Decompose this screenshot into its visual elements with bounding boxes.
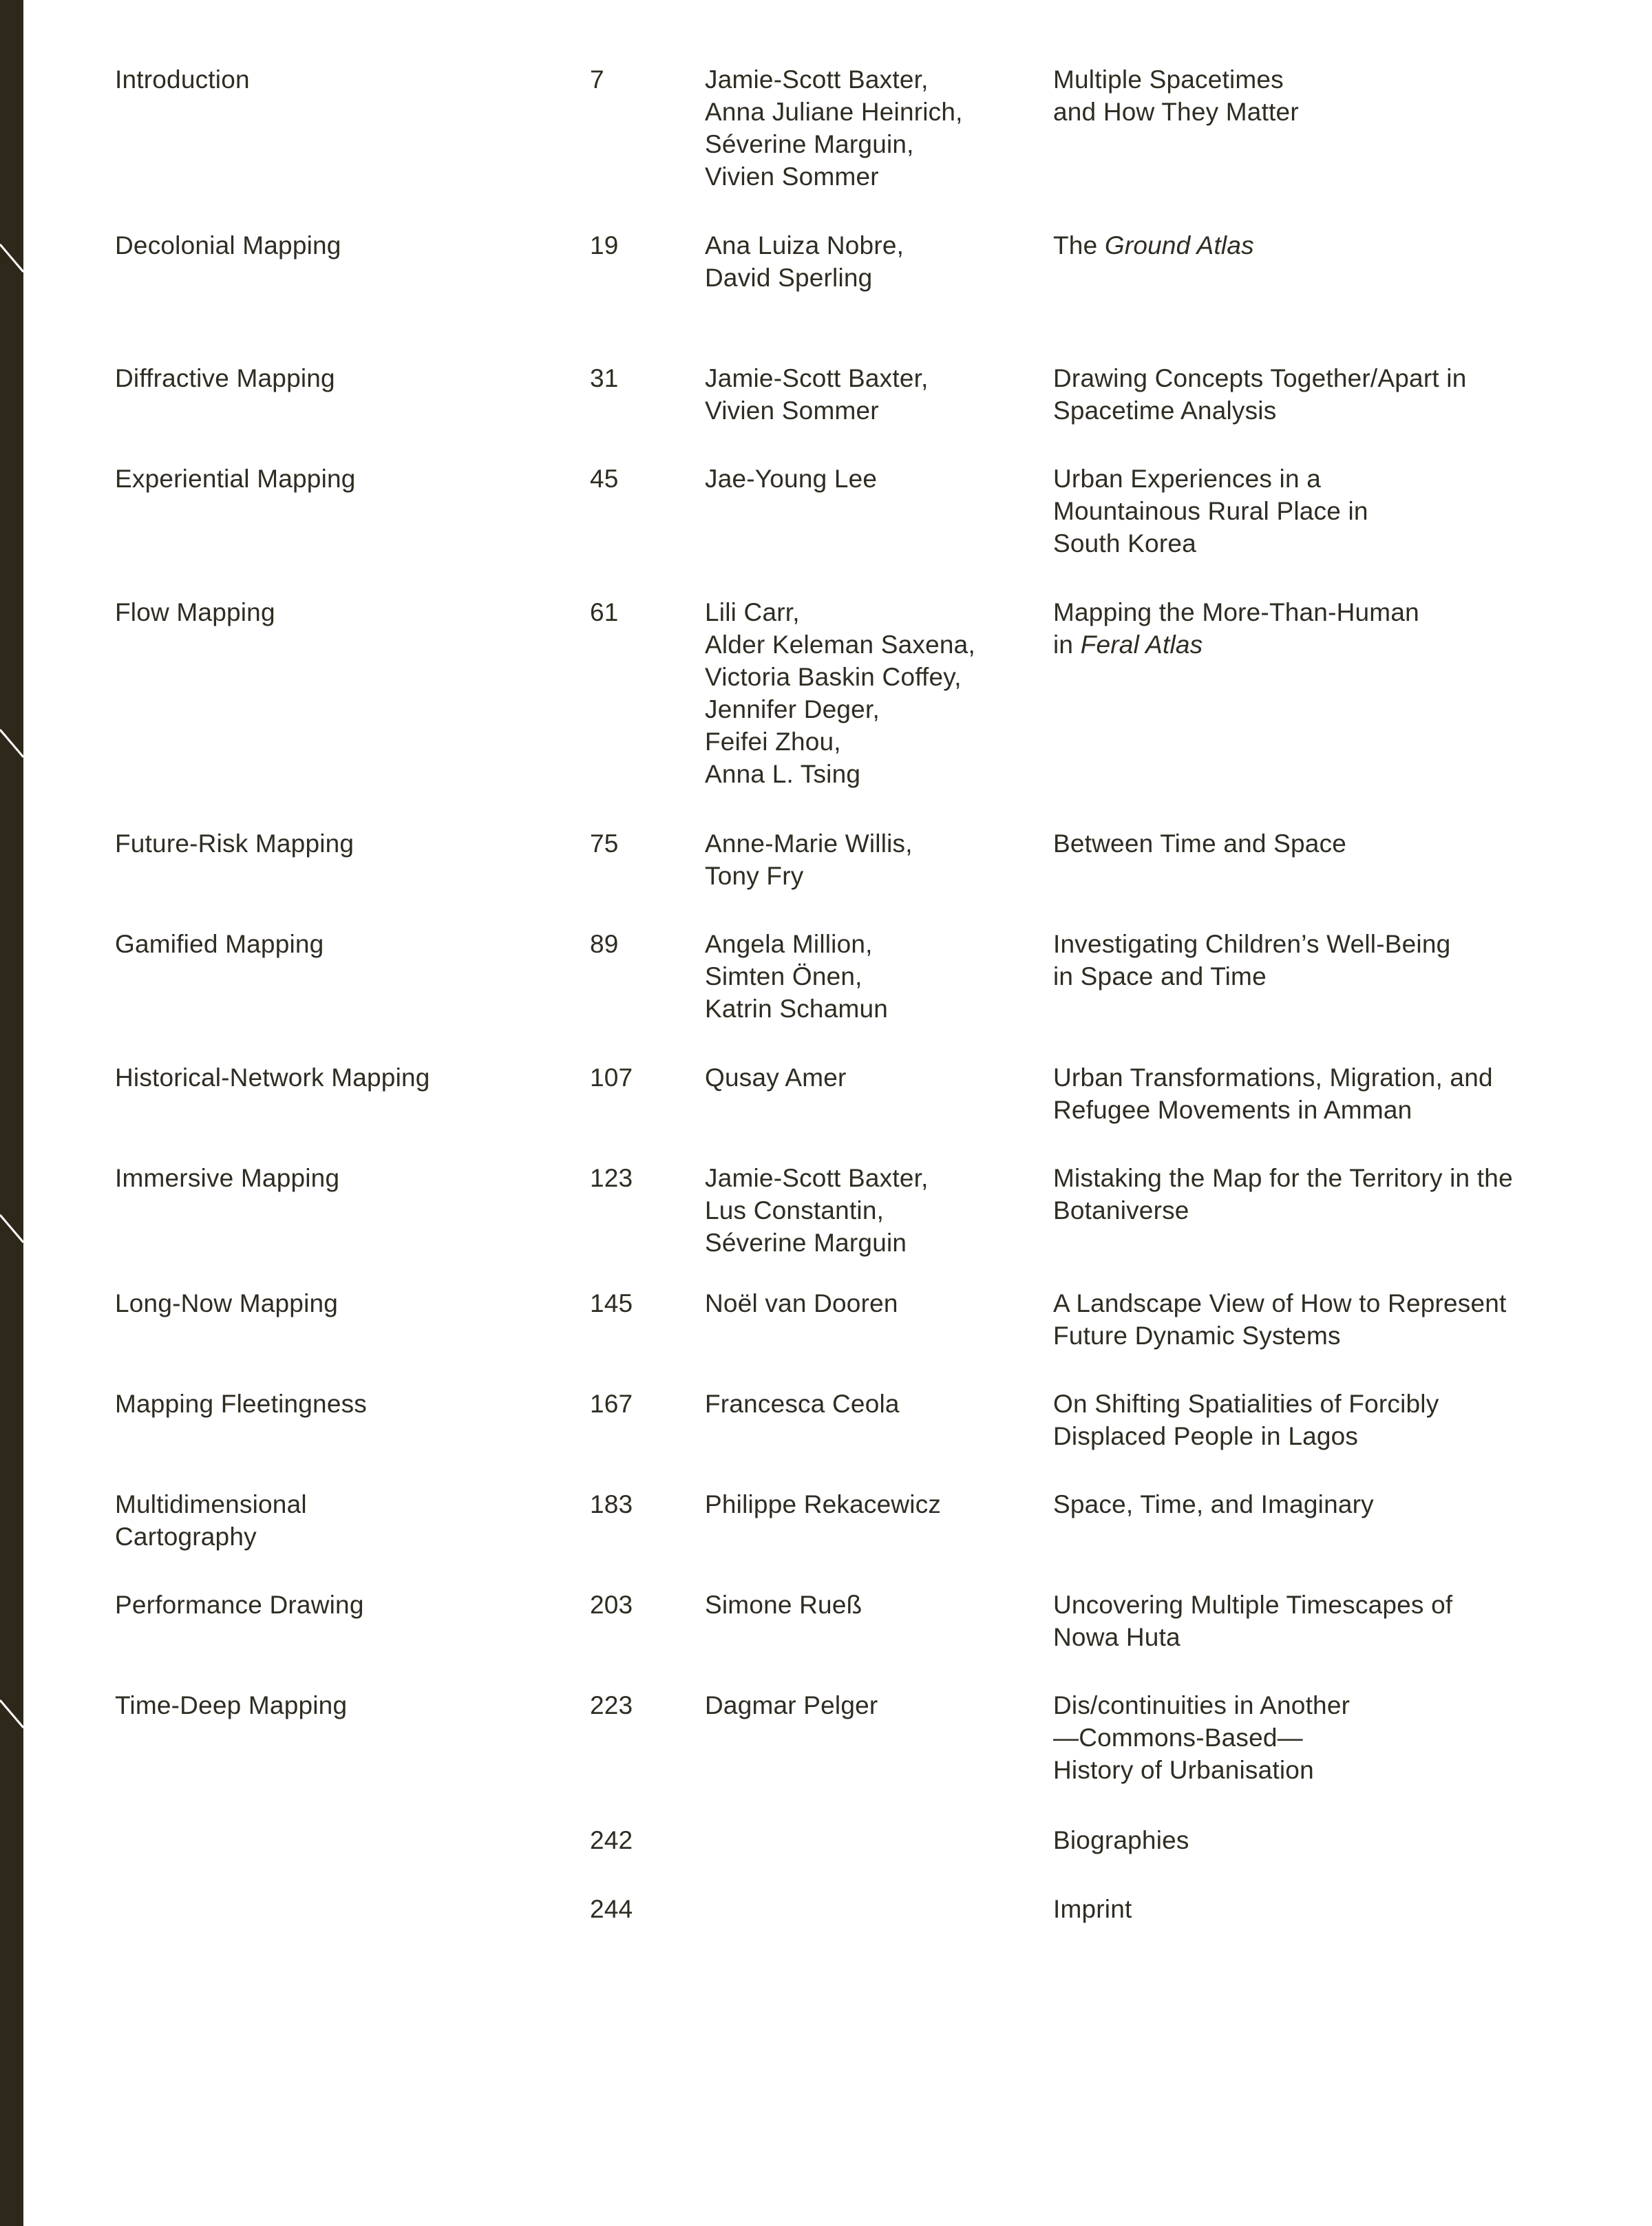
entry-authors — [705, 1388, 900, 1420]
title-line — [1053, 928, 1450, 960]
topic-line: Diffractive Mapping — [115, 364, 335, 392]
entry-authors — [705, 928, 888, 1025]
title-line — [1053, 1488, 1374, 1520]
title-line — [1053, 229, 1254, 262]
page-number: 145 — [590, 1289, 633, 1317]
entry-title — [1053, 1589, 1452, 1653]
entry-title — [1053, 1488, 1374, 1520]
author-line: Simten Önen, — [705, 962, 862, 990]
entry-title — [1053, 1388, 1439, 1452]
topic-line: Immersive Mapping — [115, 1164, 340, 1192]
entry-title — [1053, 229, 1254, 262]
topic-line: Future-Risk Mapping — [115, 829, 354, 858]
page-number: 7 — [590, 65, 604, 94]
entry-authors — [705, 1287, 898, 1319]
entry-title — [1053, 362, 1467, 427]
author-line: Tony Fry — [705, 862, 804, 890]
entry-title — [1053, 1287, 1507, 1352]
title-italic-part: Ground Atlas — [1104, 231, 1254, 259]
title-part: Imprint — [1053, 1895, 1132, 1923]
author-line: Anna Juliane Heinrich, — [705, 98, 963, 126]
entry-topic — [115, 1162, 339, 1194]
page-number: 107 — [590, 1063, 633, 1092]
author-line: Feifei Zhou, — [705, 728, 841, 756]
page-number: 31 — [590, 364, 619, 392]
author-line: Séverine Marguin, — [705, 130, 914, 158]
entry-authors — [705, 63, 963, 193]
topic-line: Experiential Mapping — [115, 465, 356, 493]
title-line — [1053, 63, 1299, 96]
author-line: Jamie-Scott Baxter, — [705, 65, 929, 94]
page-number: 45 — [590, 465, 619, 493]
title-part: Between Time and Space — [1053, 829, 1347, 858]
topic-line: Flow Mapping — [115, 598, 275, 626]
title-part: Displaced People in Lagos — [1053, 1422, 1359, 1450]
topic-line: Historical-Network Mapping — [115, 1063, 430, 1092]
title-part: Uncovering Multiple Timescapes of — [1053, 1591, 1453, 1619]
entry-title — [1053, 1061, 1493, 1126]
title-line — [1053, 1621, 1452, 1653]
author-line: Lili Carr, — [705, 598, 800, 626]
title-line — [1053, 827, 1346, 860]
entry-authors — [705, 463, 877, 495]
title-line — [1053, 1319, 1507, 1352]
title-part: and How They Matter — [1053, 98, 1299, 126]
entry-topic — [115, 1488, 307, 1553]
entry-authors — [705, 362, 929, 427]
topic-line: Multidimensional — [115, 1490, 307, 1518]
title-part: Drawing Concepts Together/Apart in — [1053, 364, 1467, 392]
title-line — [1053, 362, 1467, 394]
title-part: Future Dynamic Systems — [1053, 1322, 1341, 1350]
entry-title — [1053, 596, 1419, 661]
title-line — [1053, 1689, 1350, 1721]
entry-topic — [115, 827, 354, 860]
title-line — [1053, 527, 1368, 560]
title-part: Mountainous Rural Place in — [1053, 497, 1368, 525]
entry-authors — [705, 229, 904, 294]
author-line: Alder Keleman Saxena, — [705, 630, 975, 659]
topic-line: Cartography — [115, 1523, 257, 1551]
author-line: Simone Rueß — [705, 1591, 862, 1619]
topic-line: Long-Now Mapping — [115, 1289, 339, 1317]
entry-topic — [115, 1589, 364, 1621]
author-line: Ana Luiza Nobre, — [705, 231, 904, 259]
topic-line: Decolonial Mapping — [115, 231, 341, 259]
author-line: Jae-Young Lee — [705, 465, 878, 493]
title-part: Mistaking the Map for the Territory in the — [1053, 1164, 1513, 1192]
author-line: Jamie-Scott Baxter, — [705, 1164, 929, 1192]
title-part: Urban Experiences in a — [1053, 465, 1321, 493]
author-line: Victoria Baskin Coffey, — [705, 663, 962, 691]
title-line — [1053, 1094, 1493, 1126]
title-part: Multiple Spacetimes — [1053, 65, 1284, 94]
title-line — [1053, 1162, 1513, 1194]
entry-topic — [115, 229, 341, 262]
entry-title — [1053, 1689, 1350, 1786]
page-number: 223 — [590, 1691, 633, 1719]
entry-authors — [705, 596, 975, 790]
author-line: Dagmar Pelger — [705, 1691, 878, 1719]
author-line: Jamie-Scott Baxter, — [705, 364, 929, 392]
title-part: Mapping the More-Than-Human — [1053, 598, 1419, 626]
topic-line: Time-Deep Mapping — [115, 1691, 348, 1719]
title-italic-part: Feral Atlas — [1080, 630, 1203, 659]
title-part: —Commons-Based— — [1053, 1724, 1303, 1752]
entry-topic — [115, 1689, 347, 1721]
author-line: Angela Million, — [705, 930, 873, 958]
title-line — [1053, 960, 1450, 993]
page-number: 61 — [590, 598, 619, 626]
entry-title — [1053, 1893, 1132, 1925]
title-part: Dis/continuities in Another — [1053, 1691, 1351, 1719]
title-line — [1053, 1287, 1507, 1319]
page-number: 203 — [590, 1591, 633, 1619]
page-number: 89 — [590, 930, 619, 958]
title-line — [1053, 1420, 1439, 1452]
author-line: Jennifer Deger, — [705, 695, 880, 723]
page-number: 244 — [590, 1895, 633, 1923]
entry-topic — [115, 1061, 430, 1094]
title-line — [1053, 96, 1299, 128]
page-number: 123 — [590, 1164, 633, 1192]
topic-line: Mapping Fleetingness — [115, 1390, 367, 1418]
title-part: The — [1053, 231, 1105, 259]
page-number: 19 — [590, 231, 619, 259]
entry-title — [1053, 827, 1346, 860]
title-part: Spacetime Analysis — [1053, 396, 1277, 425]
title-line — [1053, 1754, 1350, 1786]
title-part: Investigating Children’s Well-Being — [1053, 930, 1451, 958]
author-line: Francesca Ceola — [705, 1390, 900, 1418]
entry-topic — [115, 463, 356, 495]
author-line: Katrin Schamun — [705, 995, 889, 1023]
title-line — [1053, 596, 1419, 628]
author-line: Anne-Marie Willis, — [705, 829, 913, 858]
entry-authors — [705, 1061, 847, 1094]
entry-title — [1053, 1162, 1513, 1227]
entry-topic — [115, 362, 335, 394]
entry-authors — [705, 1488, 941, 1520]
entry-topic — [115, 928, 324, 960]
topic-line: Introduction — [115, 65, 250, 94]
title-line — [1053, 1824, 1189, 1856]
title-part: Biographies — [1053, 1826, 1189, 1854]
entry-title — [1053, 63, 1299, 128]
page-number: 183 — [590, 1490, 633, 1518]
title-part: in — [1053, 630, 1081, 659]
title-part: On Shifting Spatialities of Forcibly — [1053, 1390, 1439, 1418]
author-line: Vivien Sommer — [705, 162, 879, 191]
author-line: Vivien Sommer — [705, 396, 879, 425]
entry-title — [1053, 928, 1450, 993]
author-line: Noël van Dooren — [705, 1289, 898, 1317]
entry-topic — [115, 63, 250, 96]
title-line — [1053, 628, 1419, 661]
title-line — [1053, 1589, 1452, 1621]
entry-authors — [705, 827, 913, 892]
title-part: Nowa Huta — [1053, 1623, 1180, 1651]
title-line — [1053, 1194, 1513, 1227]
title-line — [1053, 1721, 1350, 1754]
author-line: David Sperling — [705, 264, 873, 292]
page-number: 167 — [590, 1390, 633, 1418]
page-number: 242 — [590, 1826, 633, 1854]
entry-authors — [705, 1589, 862, 1621]
title-line — [1053, 1893, 1132, 1925]
entry-title — [1053, 463, 1368, 560]
title-part: in Space and Time — [1053, 962, 1267, 990]
title-part: Space, Time, and Imaginary — [1053, 1490, 1374, 1518]
topic-line: Performance Drawing — [115, 1591, 364, 1619]
title-part: A Landscape View of How to Represent — [1053, 1289, 1507, 1317]
topic-line: Gamified Mapping — [115, 930, 324, 958]
title-part: Refugee Movements in Amman — [1053, 1096, 1412, 1124]
entry-topic — [115, 1287, 338, 1319]
title-line — [1053, 495, 1368, 527]
author-line: Lus Constantin, — [705, 1196, 885, 1225]
title-part: History of Urbanisation — [1053, 1756, 1314, 1784]
entry-topic — [115, 1388, 367, 1420]
entry-authors — [705, 1162, 929, 1259]
page-number: 75 — [590, 829, 619, 858]
title-part: South Korea — [1053, 529, 1196, 558]
title-line — [1053, 463, 1368, 495]
entry-title — [1053, 1824, 1189, 1856]
author-line: Philippe Rekacewicz — [705, 1490, 942, 1518]
title-line — [1053, 1061, 1493, 1094]
author-line: Qusay Amer — [705, 1063, 847, 1092]
entry-topic — [115, 596, 275, 628]
author-line: Séverine Marguin — [705, 1229, 907, 1257]
title-part: Urban Transformations, Migration, and — [1053, 1063, 1493, 1092]
title-line — [1053, 394, 1467, 427]
entry-authors — [705, 1689, 878, 1721]
title-part: Botaniverse — [1053, 1196, 1189, 1225]
title-line — [1053, 1388, 1439, 1420]
author-line: Anna L. Tsing — [705, 760, 861, 788]
